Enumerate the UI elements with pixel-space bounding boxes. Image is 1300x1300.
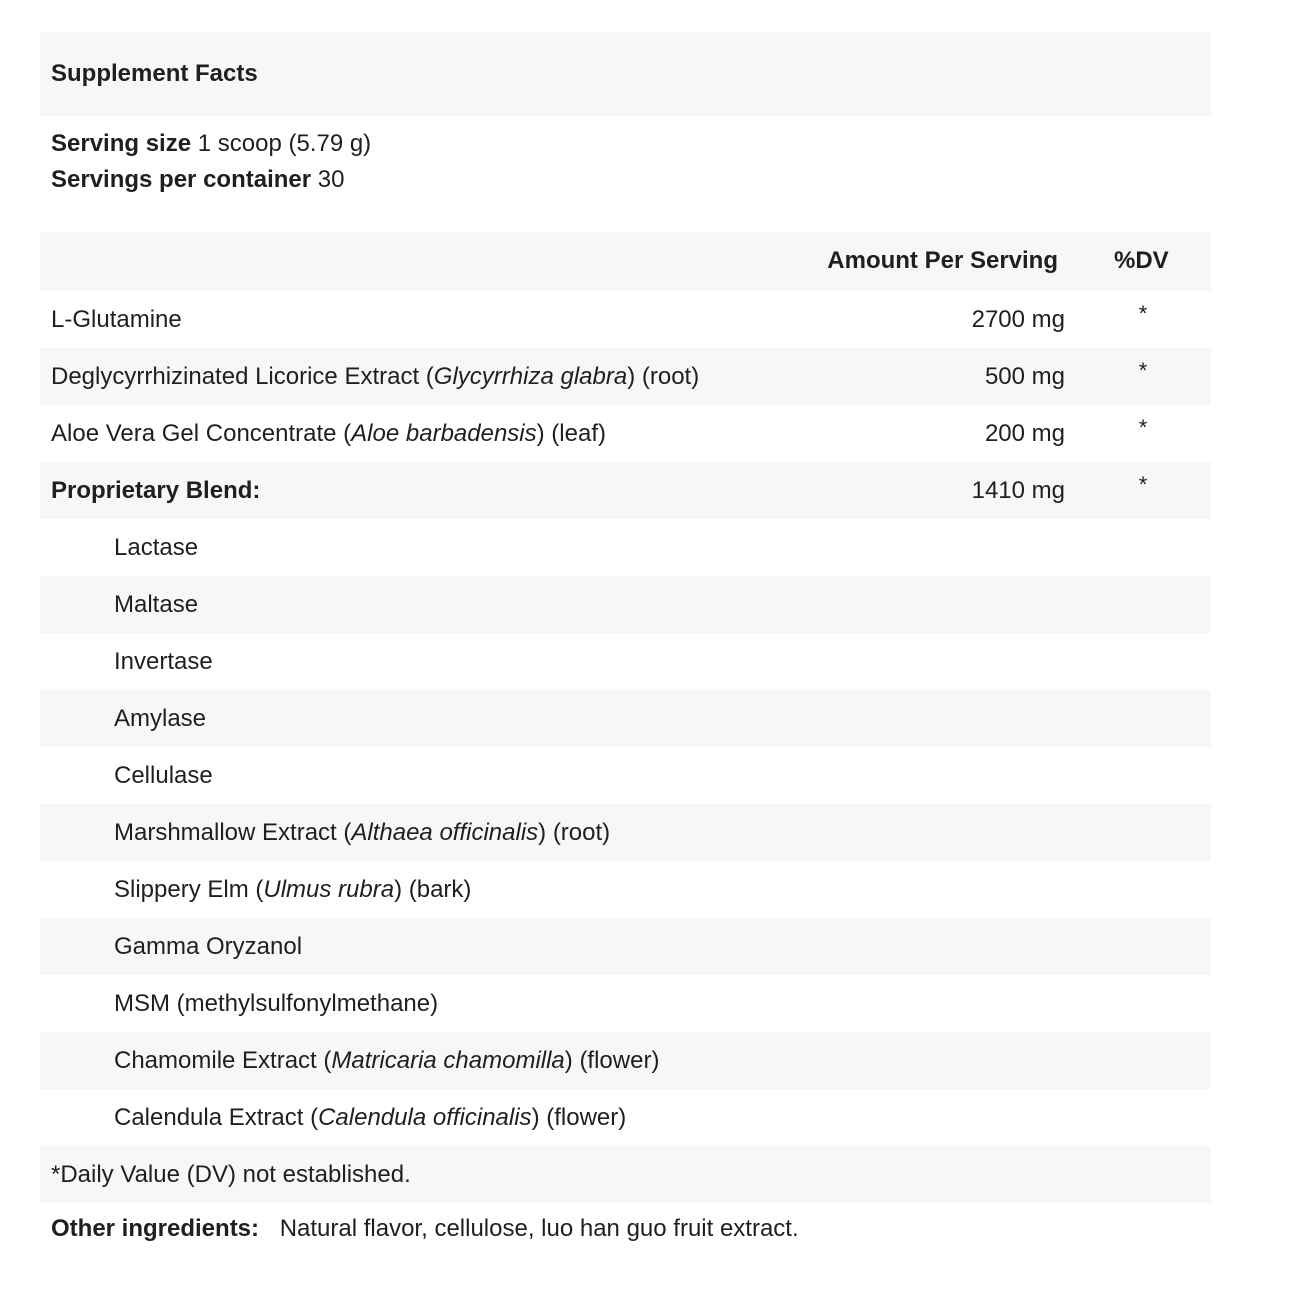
servings-per-container-label: Servings per container [51,166,312,193]
ingredient-dv: * [1138,472,1148,497]
ingredient-dv: * [1138,415,1148,440]
ingredient-dv: * [1138,301,1148,326]
table-row [40,690,1211,747]
servings-per-container-value: 30 [317,166,345,193]
ingredient-text: Slippery Elm ( [114,876,264,903]
ingredient-name [51,462,260,519]
ingredient-text: ) (root) [538,819,611,846]
ingredient-text: L-Glutamine [51,306,182,333]
ingredient-name [114,804,610,861]
ingredient-text: *Daily Value (DV) not established. [51,1161,411,1188]
table-row [40,633,1211,690]
ingredient-text: Chamomile Extract ( [114,1047,332,1074]
other-ingredients-value: Natural flavor, cellulose, luo han guo fruit extract. [279,1215,799,1242]
ingredient-text: Marshmallow Extract ( [114,819,352,846]
ingredient-text: ) (root) [627,363,700,390]
ingredient-text: MSM (methylsulfonylmethane) [114,990,439,1017]
ingredient-latin-name: Glycyrrhiza glabra [433,363,628,390]
ingredient-name [51,348,699,405]
table-row [40,918,1211,975]
ingredient-text: ) (leaf) [536,420,606,447]
ingredient-text: Calendula Extract ( [114,1104,319,1131]
ingredient-name [114,918,302,975]
title-bar [40,32,1211,116]
table-row [40,519,1211,576]
ingredient-latin-name: Ulmus rubra [263,876,395,903]
ingredient-text: ) (flower) [531,1104,627,1131]
table-row [40,804,1211,861]
other-ingredients [51,1211,799,1247]
ingredient-name [51,1146,411,1203]
ingredient-latin-name: Calendula officinalis [318,1104,532,1131]
ingredient-dv: * [1138,358,1148,383]
ingredient-latin-name: Matricaria chamomilla [331,1047,565,1074]
ingredient-text: Amylase [114,705,207,732]
ingredient-name [114,1089,626,1146]
serving-size-value: 1 scoop (5.79 g) [197,130,372,157]
ingredient-text: Lactase [114,534,199,561]
ingredient-text: Cellulase [114,762,213,789]
ingredient-latin-name: Althaea officinalis [351,819,539,846]
table-row [40,975,1211,1032]
ingredient-name [114,975,438,1032]
ingredient-name [51,291,182,348]
table-header [40,232,1211,291]
ingredient-text: Maltase [114,591,199,618]
ingredient-name [114,861,471,918]
ingredient-text: Invertase [114,648,213,675]
table-row [40,576,1211,633]
table-row [40,861,1211,918]
ingredient-name [114,747,213,804]
table-row [40,747,1211,804]
table-row [40,462,1211,519]
ingredient-name [51,405,606,462]
table-row [40,1089,1211,1146]
ingredient-name [114,519,198,576]
serving-size [51,126,371,162]
ingredient-amount: 500 mg [984,363,1065,390]
ingredient-text: ) (bark) [394,876,472,903]
servings-per-container [51,162,344,198]
ingredient-name [114,633,213,690]
other-ingredients-label: Other ingredients: [51,1215,260,1242]
header-dv: %DV [1114,247,1169,274]
serving-size-label: Serving size [51,130,192,157]
header-amount-per-serving: Amount Per Serving [827,247,1058,274]
table-row [40,348,1211,405]
ingredient-amount: 2700 mg [971,306,1065,333]
ingredient-text: Aloe Vera Gel Concentrate ( [51,420,352,447]
ingredient-text: Gamma Oryzanol [114,933,303,960]
ingredient-text: ) (flower) [564,1047,660,1074]
table-row [40,291,1211,348]
table-row [40,1032,1211,1089]
ingredient-amount: 200 mg [984,420,1065,447]
ingredient-latin-name: Aloe barbadensis [351,420,537,447]
ingredient-text: Deglycyrrhizinated Licorice Extract ( [51,363,434,390]
ingredient-name [114,1032,659,1089]
table-row [40,1146,1211,1203]
ingredient-text: Proprietary Blend: [51,477,261,504]
table-body [40,291,1211,1203]
page-title: Supplement Facts [51,60,258,87]
ingredient-name [114,576,198,633]
ingredient-amount: 1410 mg [971,477,1065,504]
ingredient-name [114,690,206,747]
supplement-facts-table [40,232,1211,1203]
table-row [40,405,1211,462]
